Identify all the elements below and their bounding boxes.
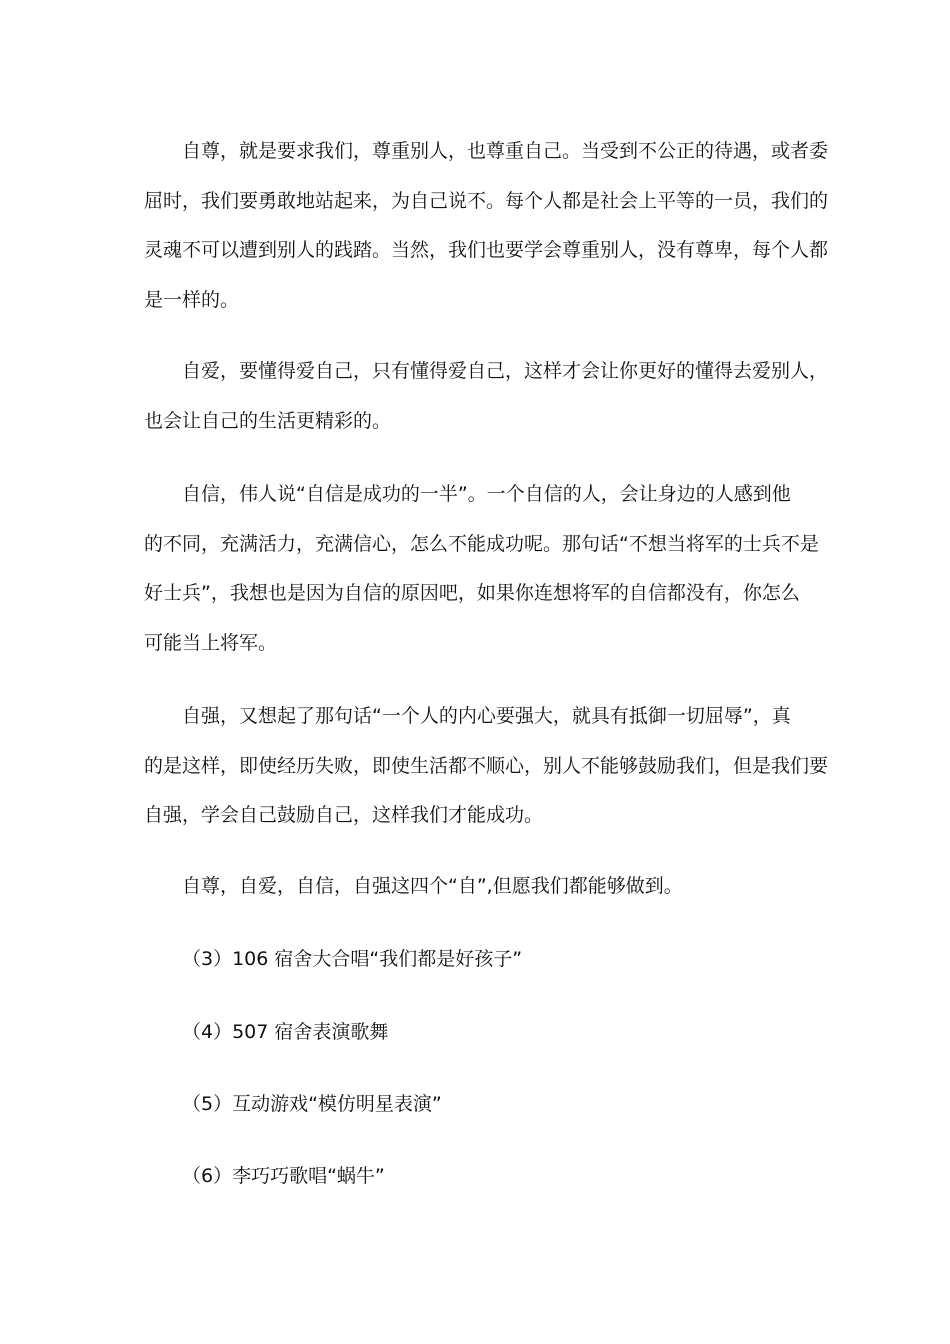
text-line: 自强，又想起了那句话“一个人的内心要强大，就具有抵御一切屈辱”，真 xyxy=(182,705,791,727)
text-line: 自信，伟人说“自信是成功的一半”。一个自信的人，会让身边的人感到他 xyxy=(182,483,791,505)
text-line: 自尊，自爱，自信，自强这四个“自”,但愿我们都能够做到。 xyxy=(182,875,683,897)
paragraph-self-strength xyxy=(144,692,829,841)
text-line: 是一样的。 xyxy=(144,288,240,311)
text-line: 可能当上将军。 xyxy=(144,631,278,654)
program-item-4: （4）507 宿舍表演歌舞 xyxy=(182,1021,389,1043)
paragraph-self-respect xyxy=(144,127,829,325)
text-line: 灵魂不可以遭到别人的践踏。当然，我们也要学会尊重别人，没有尊卑，每个人都 xyxy=(144,239,829,261)
paragraph-self-confidence xyxy=(144,470,819,668)
program-item-3: （3）106 宿舍大合唱“我们都是好孩子” xyxy=(182,948,523,970)
text-line: 自强，学会自己鼓励自己，这样我们才能成功。 xyxy=(144,804,544,826)
text-line: 屈时，我们要勇敢地站起来，为自己说不。每个人都是社会上平等的一员，我们的 xyxy=(144,189,829,212)
text-line: 也会让自己的生活更精彩的。 xyxy=(144,409,392,432)
text-line: 自尊，就是要求我们，尊重别人，也尊重自己。当受到不公正的待遇，或者委 xyxy=(182,140,829,162)
paragraph-summary xyxy=(144,862,808,912)
program-item-6: （6）李巧巧歌唱“蜗牛” xyxy=(182,1165,385,1187)
program-item-5: （5）互动游戏“模仿明星表演” xyxy=(182,1093,442,1115)
paragraph-self-love xyxy=(144,347,829,446)
text-line: 自爱，要懂得爱自己，只有懂得爱自己，这样才会让你更好的懂得去爱别人， xyxy=(182,360,829,382)
text-line: 的是这样，即使经历失败，即使生活都不顺心，别人不能够鼓励我们，但是我们要 xyxy=(144,754,829,777)
text-line: 好士兵”，我想也是因为自信的原因吧，如果你连想将军的自信都没有，你怎么 xyxy=(144,582,800,604)
text-line: 的不同，充满活力，充满信心，怎么不能成功呢。那句话“不想当将军的士兵不是 xyxy=(144,532,819,555)
